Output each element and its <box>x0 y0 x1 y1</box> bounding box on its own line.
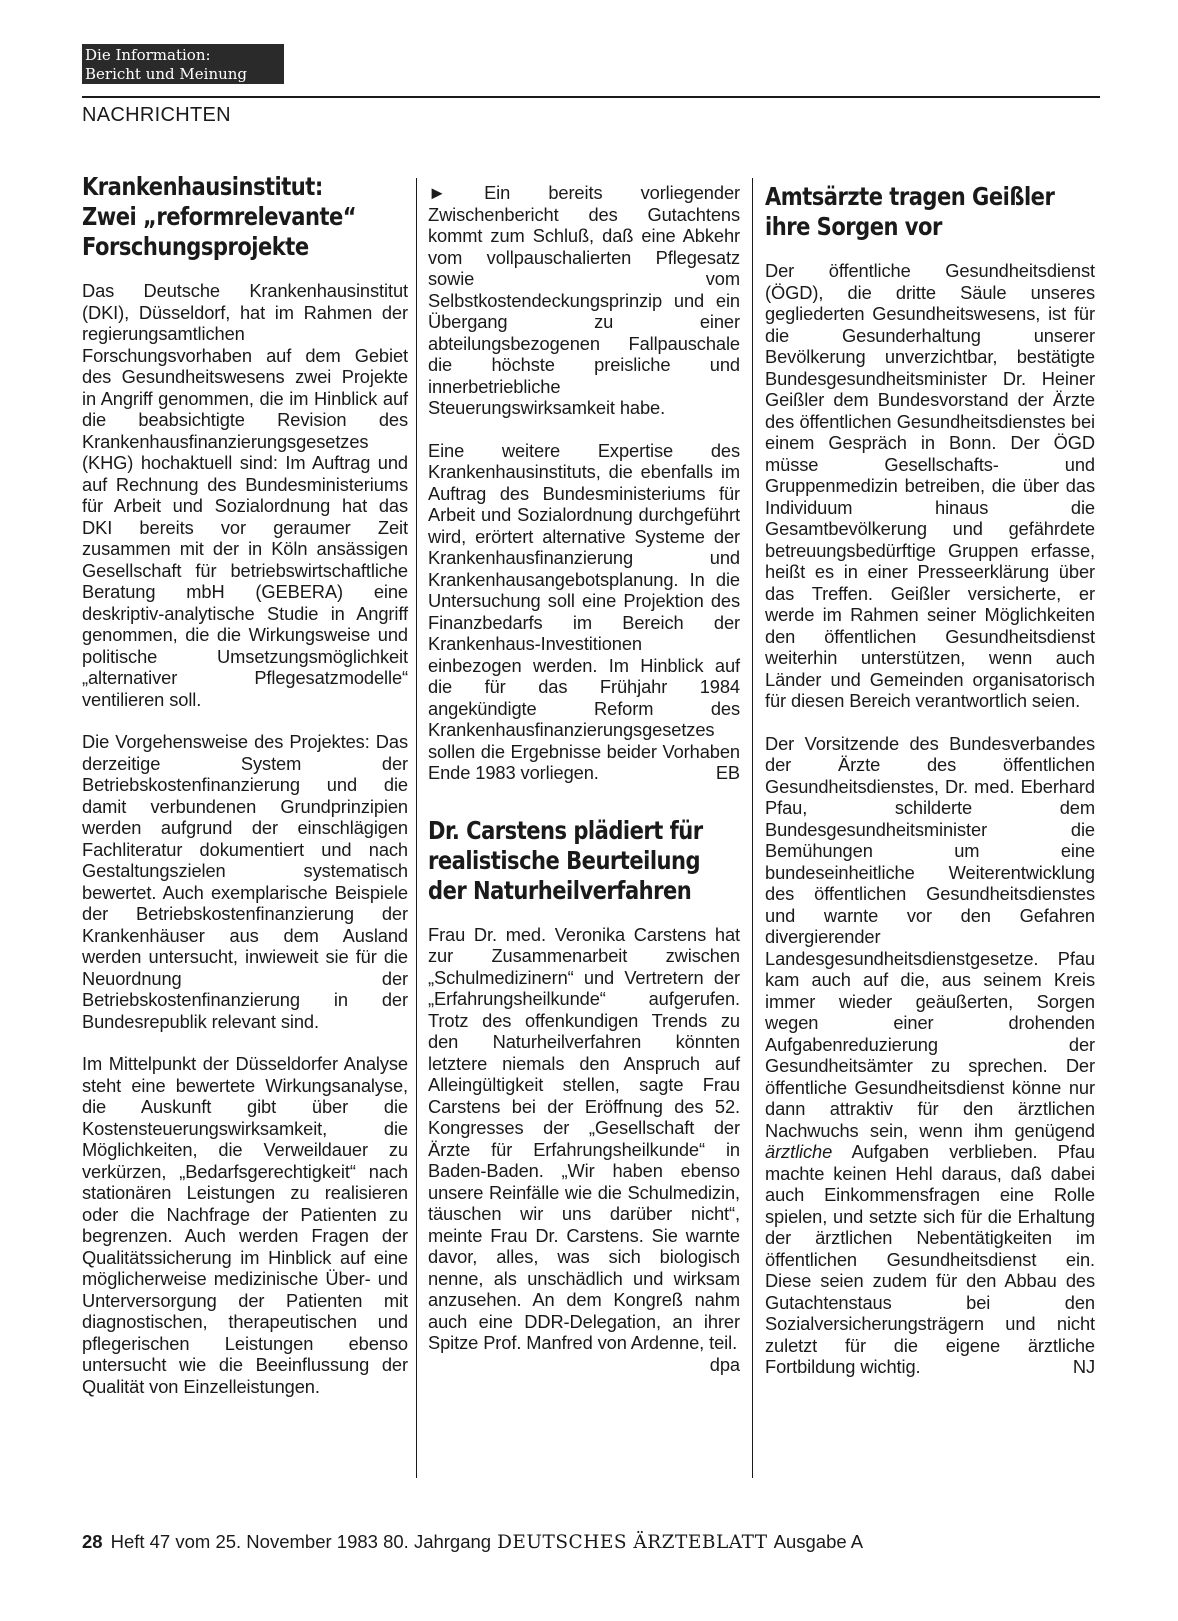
article-3-headline-line: ihre Sorgen vor <box>765 212 942 241</box>
article-2-headline-line: Dr. Carstens plädiert für <box>428 815 703 845</box>
column-1 <box>82 172 408 1397</box>
column-3 <box>765 182 1095 1378</box>
article-1-paragraph: Im Mittelpunkt der Düsseldorfer Analyse steht eine bewertete Wirkungsanalyse, die Auskunft gibt über die Kostensteuerungswirksamkeit, die Möglichkeiten, die Verweildauer zu verkürzen, „Bedarfsgerechtigkeit“ nach stationären Leistungen zu realisieren oder die Nachfrage der Patienten zu begrenzen. Auch werden Fragen der Qualitätssicherung im Hinblick auf eine möglicherweise medizinische Über- und Unterversorgung der Patienten mit diagnostischen, therapeutischen und pflegerischen Leistungen ebenso untersucht wie die Beeinflussung der Qualität von Einzelleistungen. <box>82 1053 408 1397</box>
article-1-paragraph: Die Vorgehensweise des Projektes: Das derzeitige System der Betriebskostenfinanzierung und die damit verbundenen Grundprinzipien werden aufgrund der einschlägigen Fachliteratur dokumentiert und nach Gestaltungszielen systematisch bewertet. Auch exemplarische Beispiele der Betriebskostenfinanzierung der Krankenhäuser aus dem Ausland werden untersucht, inwieweit sie für die Neuordnung der Betriebskostenfinanzierung in der Bundesrepublik relevant sind. <box>82 731 408 1032</box>
page-number: 28 <box>82 1531 103 1552</box>
article-3-paragraph-text: Der Vorsitzende des Bundesverbandes der Ärzte des öffentlichen Gesundheitsdienstes, Dr. med. Eberhard Pfau, schilderte dem Bundesgesundheitsminister die Bemühungen um eine bundeseinheitliche Weiterentwicklung des öffentlichen Gesundheitsdienstes und warnte vor den Gefahren divergierender Landesgesundheitsdienstgesetze. Pfau kam auch auf die, aus seinem Kreis immer wieder geäußerten, Sorgen wegen einer drohenden Aufgabenreduzierung der Gesundheitsämter zu sprechen. Der öffentliche Gesundheitsdienst könne nur dann attraktiv für den ärztlichen Nachwuchs sein, wenn ihm genügend <box>765 732 1095 1141</box>
article-1-headline-line: Krankenhausinstitut: <box>82 172 323 201</box>
article-3-paragraph <box>765 733 1095 1378</box>
column-divider-2 <box>752 178 753 1478</box>
article-2-headline <box>428 816 739 906</box>
rubric-line-2: Bericht und Meinung <box>85 65 248 83</box>
article-2-headline-line: realistische Beurteilung <box>428 845 701 875</box>
article-3-headline <box>765 182 1094 242</box>
article-1-paragraph-bullet: ► Ein bereits vorliegender Zwischenbericht des Gutachtens kommt zum Schluß, daß eine Abkehr vom vollpauschalierten Pflegesatz sowie vom Selbstkostendeckungsprinzip und ein Übergang zu einer abteilungsbezogenen Fallpauschale die höchste preisliche und innerbetriebliche Steuerungswirksamkeit habe. <box>428 182 740 418</box>
article-2-signature: dpa <box>709 1353 740 1375</box>
article-1-paragraph: Das Deutsche Krankenhausinstitut (DKI), Düsseldorf, hat im Rahmen der regierungsamtlichen Forschungsvorhaben auf dem Gebiet des Gesundheitswesens zwei Projekte in Angriff genommen, die im Hinblick auf die beabsichtigte Revision des Krankenhausfinanzierungsgesetzes (KHG) hochaktuell sind: Im Auftrag und auf Rechnung des Bundesministeriums für Arbeit und Sozialordnung hat das DKI bereits vor geraumer Zeit zusammen mit der in Köln ansässigen Gesellschaft für betriebswirtschaftliche Beratung mbH (GEBERA) eine deskriptiv-analytische Studie in Angriff genommen, die die Wirkungsweise und politische Umsetzungsmöglichkeit „alternativer Pflegesatzmodelle“ ventilieren soll. <box>82 280 408 710</box>
article-3-headline-line: Amtsärzte tragen Geißler <box>765 182 1055 211</box>
article-3-emphasis: ärztliche <box>765 1141 833 1162</box>
section-label: NACHRICHTEN <box>82 104 231 126</box>
page-footer <box>82 1531 863 1553</box>
journal-name: DEUTSCHES ÄRZTEBLATT <box>497 1532 768 1553</box>
article-1-paragraph <box>428 440 740 784</box>
article-2-headline-line: der Naturheilverfahren <box>428 875 692 905</box>
article-1-signature: EB <box>715 762 740 783</box>
article-1-paragraph-text: Eine weitere Expertise des Krankenhausinstituts, die ebenfalls im Auftrag des Bundesministeriums für Arbeit und Sozialordnung durchgeführt wird, erörtert alternative Systeme der Krankenhausfinanzierung und Krankenhausangebotsplanung. In die Untersuchung soll eine Projektion des Finanzbedarfs im Bereich der Krankenhaus-Investitionen einbezogen werden. Im Hinblick auf die für das Frühjahr 1984 angekündigte Reform des Krankenhausfinanzierungsgesetzes sollen die Ergebnisse beider Vorhaben Ende 1983 vorliegen. <box>428 439 740 783</box>
issue-info: Heft 47 vom 25. November 1983 80. Jahrgang <box>110 1531 492 1552</box>
header-rule <box>82 96 1100 98</box>
column-divider-1 <box>416 178 417 1478</box>
article-3-paragraph: Der öffentliche Gesundheitsdienst (ÖGD), die dritte Säule unseres gegliederten Gesundheitswesens, ist für die Gesunderhaltung unserer Bevölkerung unverzichtbar, bestätigte Bundesgesundheitsminister Dr. Heiner Geißler dem Bundesvorstand der Ärzte des öffentlichen Gesundheitsdienstes bei einem Gespräch in Bonn. Der ÖGD müsse Gesellschafts- und Gruppenmedizin betreiben, die über das Individuum hinaus die Gesamtbevölkerung und gefährdete betreuungsbedürftige Gruppen erfasse, heißt es in einer Presseerklärung über das Treffen. Geißler versicherte, er werde im Rahmen seiner Möglichkeiten den öffentlichen Gesundheitsdienst weiterhin unterstützen, wenn auch Länder und Gemeinden organisatorisch für diesen Bereich verantwortlich seien. <box>765 260 1095 711</box>
article-2-paragraph <box>428 923 740 1375</box>
article-1-headline <box>82 172 407 262</box>
column-2 <box>428 182 740 1375</box>
article-1-headline-line: Forschungsprojekte <box>82 232 309 261</box>
article-1-headline-line: Zwei „reformrelevante“ <box>82 202 357 231</box>
rubric-badge <box>82 44 284 84</box>
article-3-signature: NJ <box>1072 1356 1095 1377</box>
article-2-paragraph-text: Frau Dr. med. Veronika Carstens hat zur Zusammenarbeit zwischen „Schulmedizinern“ und Vertretern der „Erfahrungsheilkunde“ aufgerufen. Trotz des offenkundigen Trends zu den Naturheilverfahren könnten letztere niemals den Anspruch auf Alleingültigkeit stellen, sagte Frau Carstens bei der Eröffnung des 52. Kongresses der „Gesellschaft der Ärzte für Erfahrungsheilkunde“ in Baden-Baden. „Wir haben ebenso unsere Reinfälle wie die Schulmedizin, täuschen wir uns darüber nicht“, meinte Frau Dr. Carstens. Sie warnte davor, alles, was sich biologisch nenne, als unschädlich und wirksam anzusehen. An dem Kongreß nahm auch eine DDR-Delegation, an ihrer Spitze Prof. Manfred von Ardenne, teil. <box>428 923 740 1353</box>
article-3-paragraph-text: Aufgaben verblieben. Pfau machte keinen Hehl daraus, daß dabei auch Einkommensfragen eine Rolle spielen, und setzte sich für die Erhaltung der ärztlichen Nebentätigkeiten im öffentlichen Gesundheitsdienst ein. Diese seien zudem für den Abbau des Gutachtenstaus bei den Sozialversicherungsträgern und nicht zuletzt für die eigene ärztliche Fortbildung wichtig. <box>765 1141 1095 1377</box>
edition-label: Ausgabe A <box>773 1531 864 1552</box>
rubric-line-1: Die Information: <box>85 46 211 64</box>
